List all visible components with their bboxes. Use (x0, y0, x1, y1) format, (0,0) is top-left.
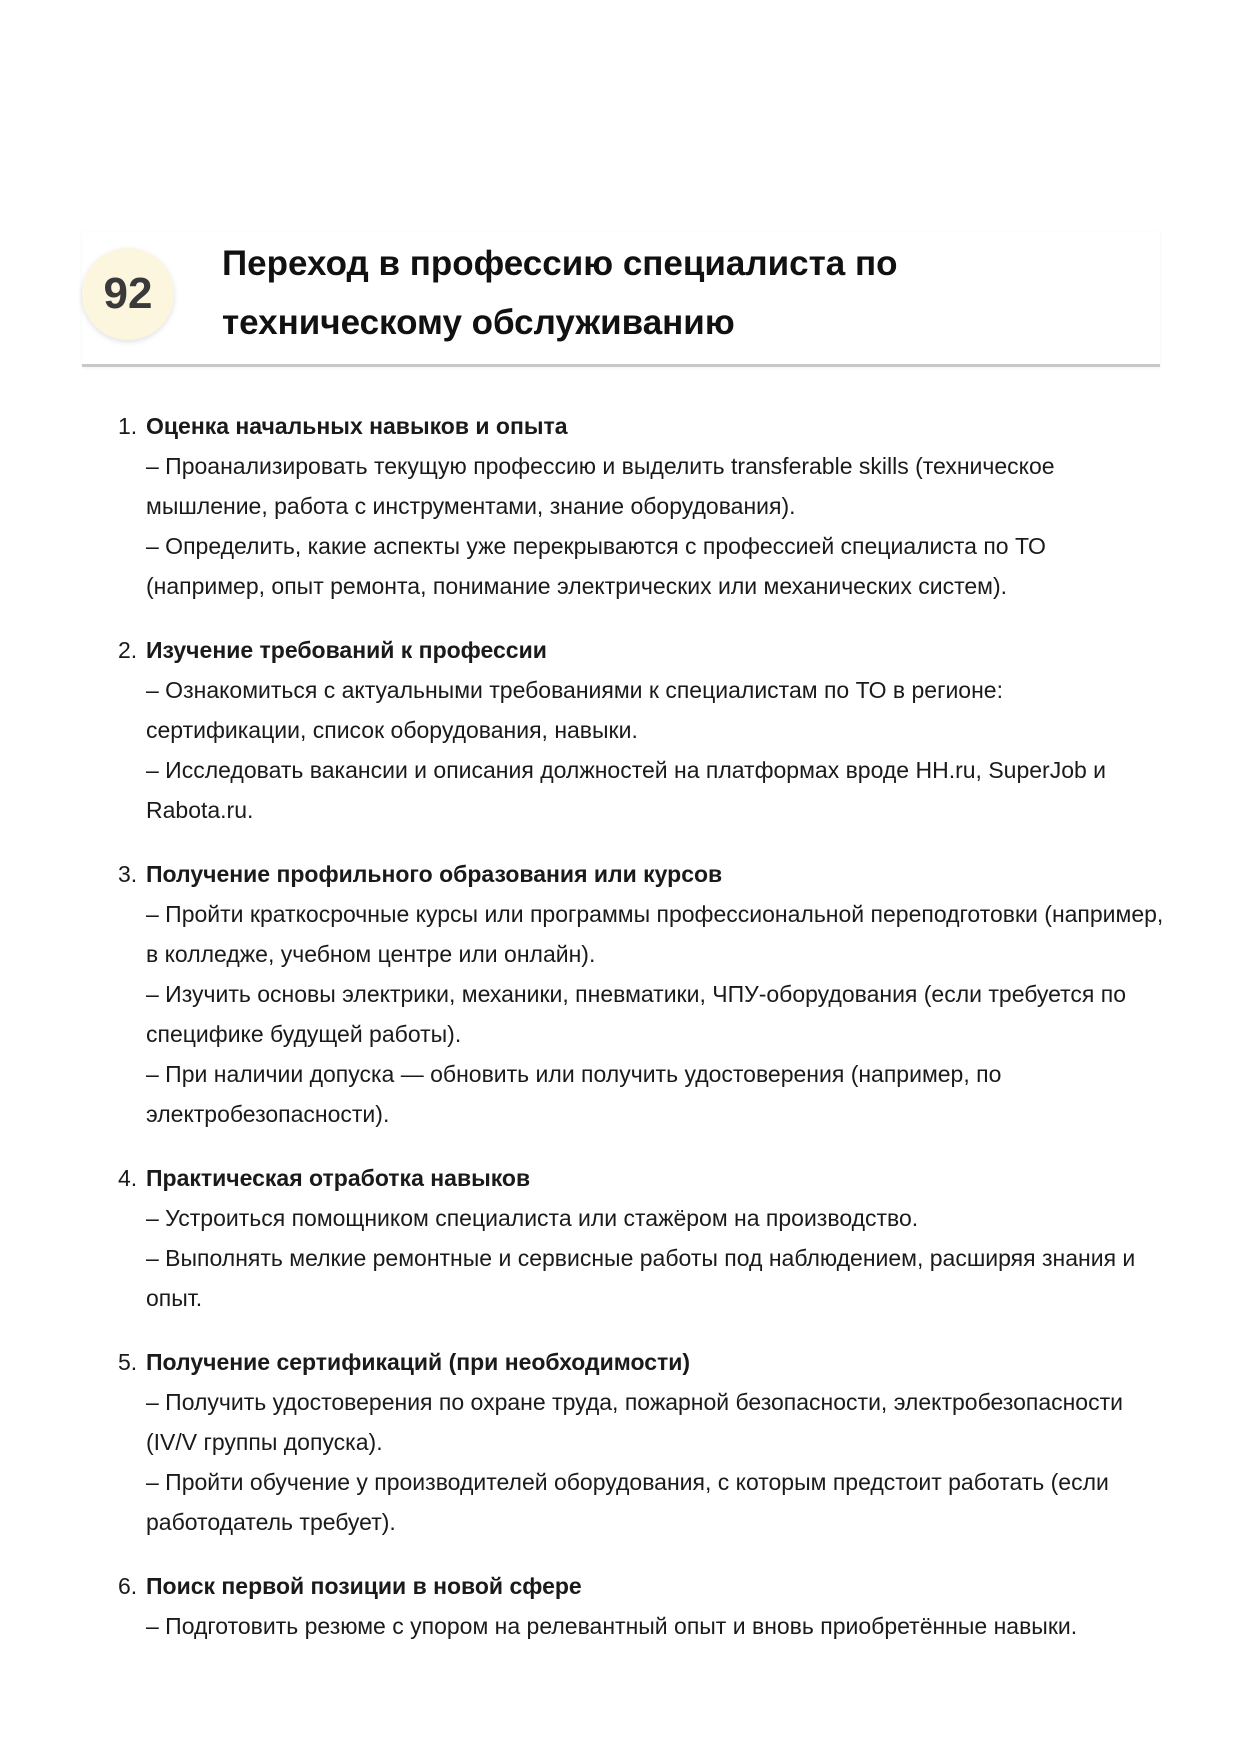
list-item (114, 1566, 1164, 1646)
item-heading: Оценка начальных навыков и опыта (146, 413, 568, 439)
item-heading: Получение сертификаций (при необходимости) (146, 1349, 691, 1375)
item-line: – Пройти краткосрочные курсы или программы профессиональной переподготовки (например, в колледже, учебном центре или онлайн). (146, 901, 1164, 967)
list-item (114, 630, 1164, 830)
list-item (114, 406, 1164, 606)
item-heading: Поиск первой позиции в новой сфере (146, 1573, 582, 1599)
item-line: – Определить, какие аспекты уже перекрываются с профессией специалиста по ТО (например, опыт ремонта, понимание электрических или механических систем). (146, 533, 1046, 599)
item-line: – Выполнять мелкие ремонтные и сервисные работы под наблюдением, расширяя знания и опыт. (146, 1245, 1136, 1311)
item-line: – При наличии допуска — обновить или получить удостоверения (например, по электробезопасности). (146, 1061, 1002, 1127)
item-line: – Подготовить резюме с упором на релевантный опыт и вновь приобретённые навыки. (146, 1613, 1078, 1639)
item-line: – Проанализировать текущую профессию и выделить transferable skills (техническое мышление, работа с инструментами, знание оборудования). (146, 453, 1055, 519)
section-header (82, 232, 1160, 367)
page-title: Переход в профессию специалиста по техническому обслуживанию (222, 244, 898, 342)
item-heading: Изучение требований к профессии (146, 637, 547, 663)
item-line: – Пройти обучение у производителей оборудования, с которым предстоит работать (если работодатель требует). (146, 1469, 1109, 1535)
section-number-badge: 92 (82, 248, 174, 340)
item-heading: Получение профильного образования или курсов (146, 861, 723, 887)
item-heading: Практическая отработка навыков (146, 1165, 531, 1191)
item-number: 4. (118, 1165, 138, 1191)
item-number: 6. (118, 1573, 138, 1599)
list-item (114, 1342, 1164, 1542)
item-number: 1. (118, 413, 138, 439)
item-number: 5. (118, 1349, 138, 1375)
item-number: 2. (118, 637, 138, 663)
item-number: 3. (118, 861, 138, 887)
item-line: – Получить удостоверения по охране труда, пожарной безопасности, электробезопасности (IV/V группы допуска). (146, 1389, 1123, 1455)
list-item (114, 1158, 1164, 1318)
item-line: – Исследовать вакансии и описания должностей на платформах вроде HH.ru, SuperJob и Rabota.ru. (146, 757, 1107, 823)
list-item (114, 854, 1164, 1134)
steps-list (114, 406, 1164, 1670)
item-line: – Ознакомиться с актуальными требованиями к специалистам по ТО в регионе: сертификации, список оборудования, навыки. (146, 677, 1003, 743)
item-line: – Устроиться помощником специалиста или стажёром на производство. (146, 1205, 919, 1231)
item-line: – Изучить основы электрики, механики, пневматики, ЧПУ-оборудования (если требуется по специфике будущей работы). (146, 981, 1127, 1047)
